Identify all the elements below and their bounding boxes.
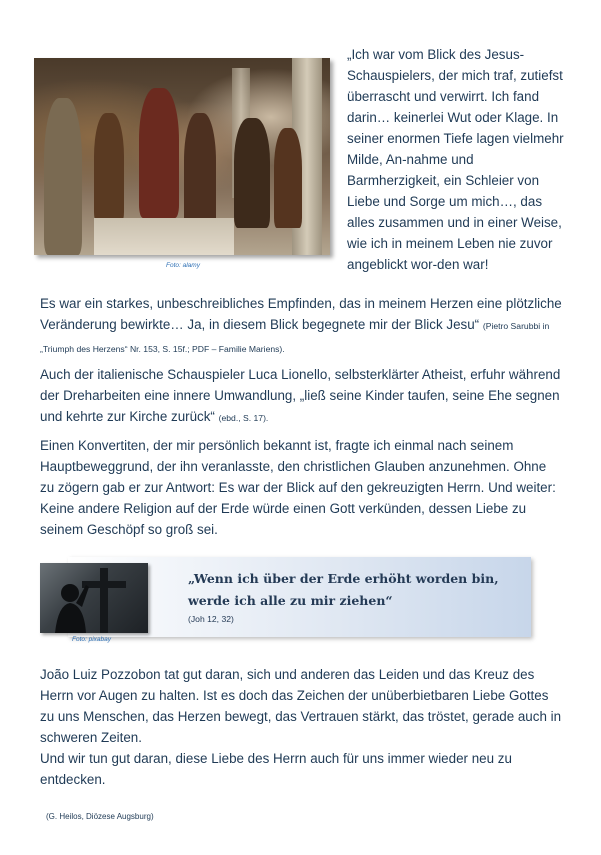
silhouette-icon <box>40 563 148 633</box>
paragraph-convert: Einen Konvertiten, der mir persönlich bekannt ist, fragte ich einmal nach seinem Hauptbeweggrund, der ihn veranlasste, den christlichen Glauben anzunehmen. Ohne zu zögern gab er zur Antwort: Es war der Blick auf den gekreuzigten Herrn. Und weiter: Keine andere Religion auf der Erde würde einen Gott verkünden, dessen Liebe zu seinem Geschöpf so groß sei. <box>40 438 556 537</box>
quote-photo-credit: Foto: pixabay <box>72 636 112 643</box>
stone-steps <box>94 218 234 255</box>
bible-quote-reference: (Joh 12, 32) <box>188 614 234 624</box>
quote-continuation <box>40 293 562 360</box>
figure <box>94 113 124 223</box>
soldier-figure <box>184 113 216 233</box>
film-scene-photo <box>34 58 330 255</box>
roman-figure <box>139 88 179 218</box>
author-signature: (G. Heilos, Diözese Augsburg) <box>46 812 154 821</box>
paragraph-lionello <box>40 364 562 429</box>
paragraph-closing: Und wir tun gut daran, diese Liebe des Herrn auch für uns immer wieder neu zu entdecken. <box>40 751 512 787</box>
praying-silhouette-photo <box>40 563 148 633</box>
bible-quote-text: „Wenn ich über der Erde erhöht worden bin, werde ich alle zu mir ziehen“ <box>188 571 499 608</box>
paragraph-lionello-source: (ebd., S. 17). <box>218 413 269 423</box>
paragraph-lionello-text: Auch der italienische Schauspieler Luca Lionello, selbsterklärter Atheist, erfuhr während der Dreharbeiten eine innere Umwandlung, „ließ seine Kinder taufen, seine Ehe segnen und kehrte zur Kirche zurück“ <box>40 367 561 424</box>
photo-credit: Foto: alamy <box>166 262 200 269</box>
robed-figure <box>44 98 82 255</box>
actor-quote: „Ich war vom Blick des Jesus-Schauspielers, der mich traf, zutiefst überrascht und verwirrt. Ich fand darin… keinerlei Wut oder Klage. In seiner enormen Tiefe lagen vielmehr Milde, An-nahme und Barmherzigkeit, ein Schleier von Liebe und Sorge um mich…, das alles zusammen und in einer Weise, wie ich in meinem Leben nie zuvor angeblickt wor-den war! <box>347 47 564 272</box>
quote-source: (Pietro Sarubbi in „Triumph des Herzens“ Nr. 153, S. 15f.; PDF – Familie Mariens). <box>40 321 550 354</box>
quote-continuation-text: Es war ein starkes, unbeschreibliches Empfinden, das in meinem Herzen eine plötzliche Veränderung bewirkte… Ja, in diesem Blick begegnete mir der Blick Jesu“ <box>40 296 562 332</box>
soldier-figure <box>234 118 270 228</box>
soldier-figure <box>274 128 302 228</box>
paragraph-pozzobon: João Luiz Pozzobon tat gut daran, sich und anderen das Leiden und das Kreuz des Herrn vor Augen zu halten. Ist es doch das Zeichen der unüberbietbaren Liebe Gottes zu uns Menschen, das Herzen bewegt, das Vertrauen stärkt, das tröstet, gerade auch in schweren Zeiten. <box>40 667 562 745</box>
